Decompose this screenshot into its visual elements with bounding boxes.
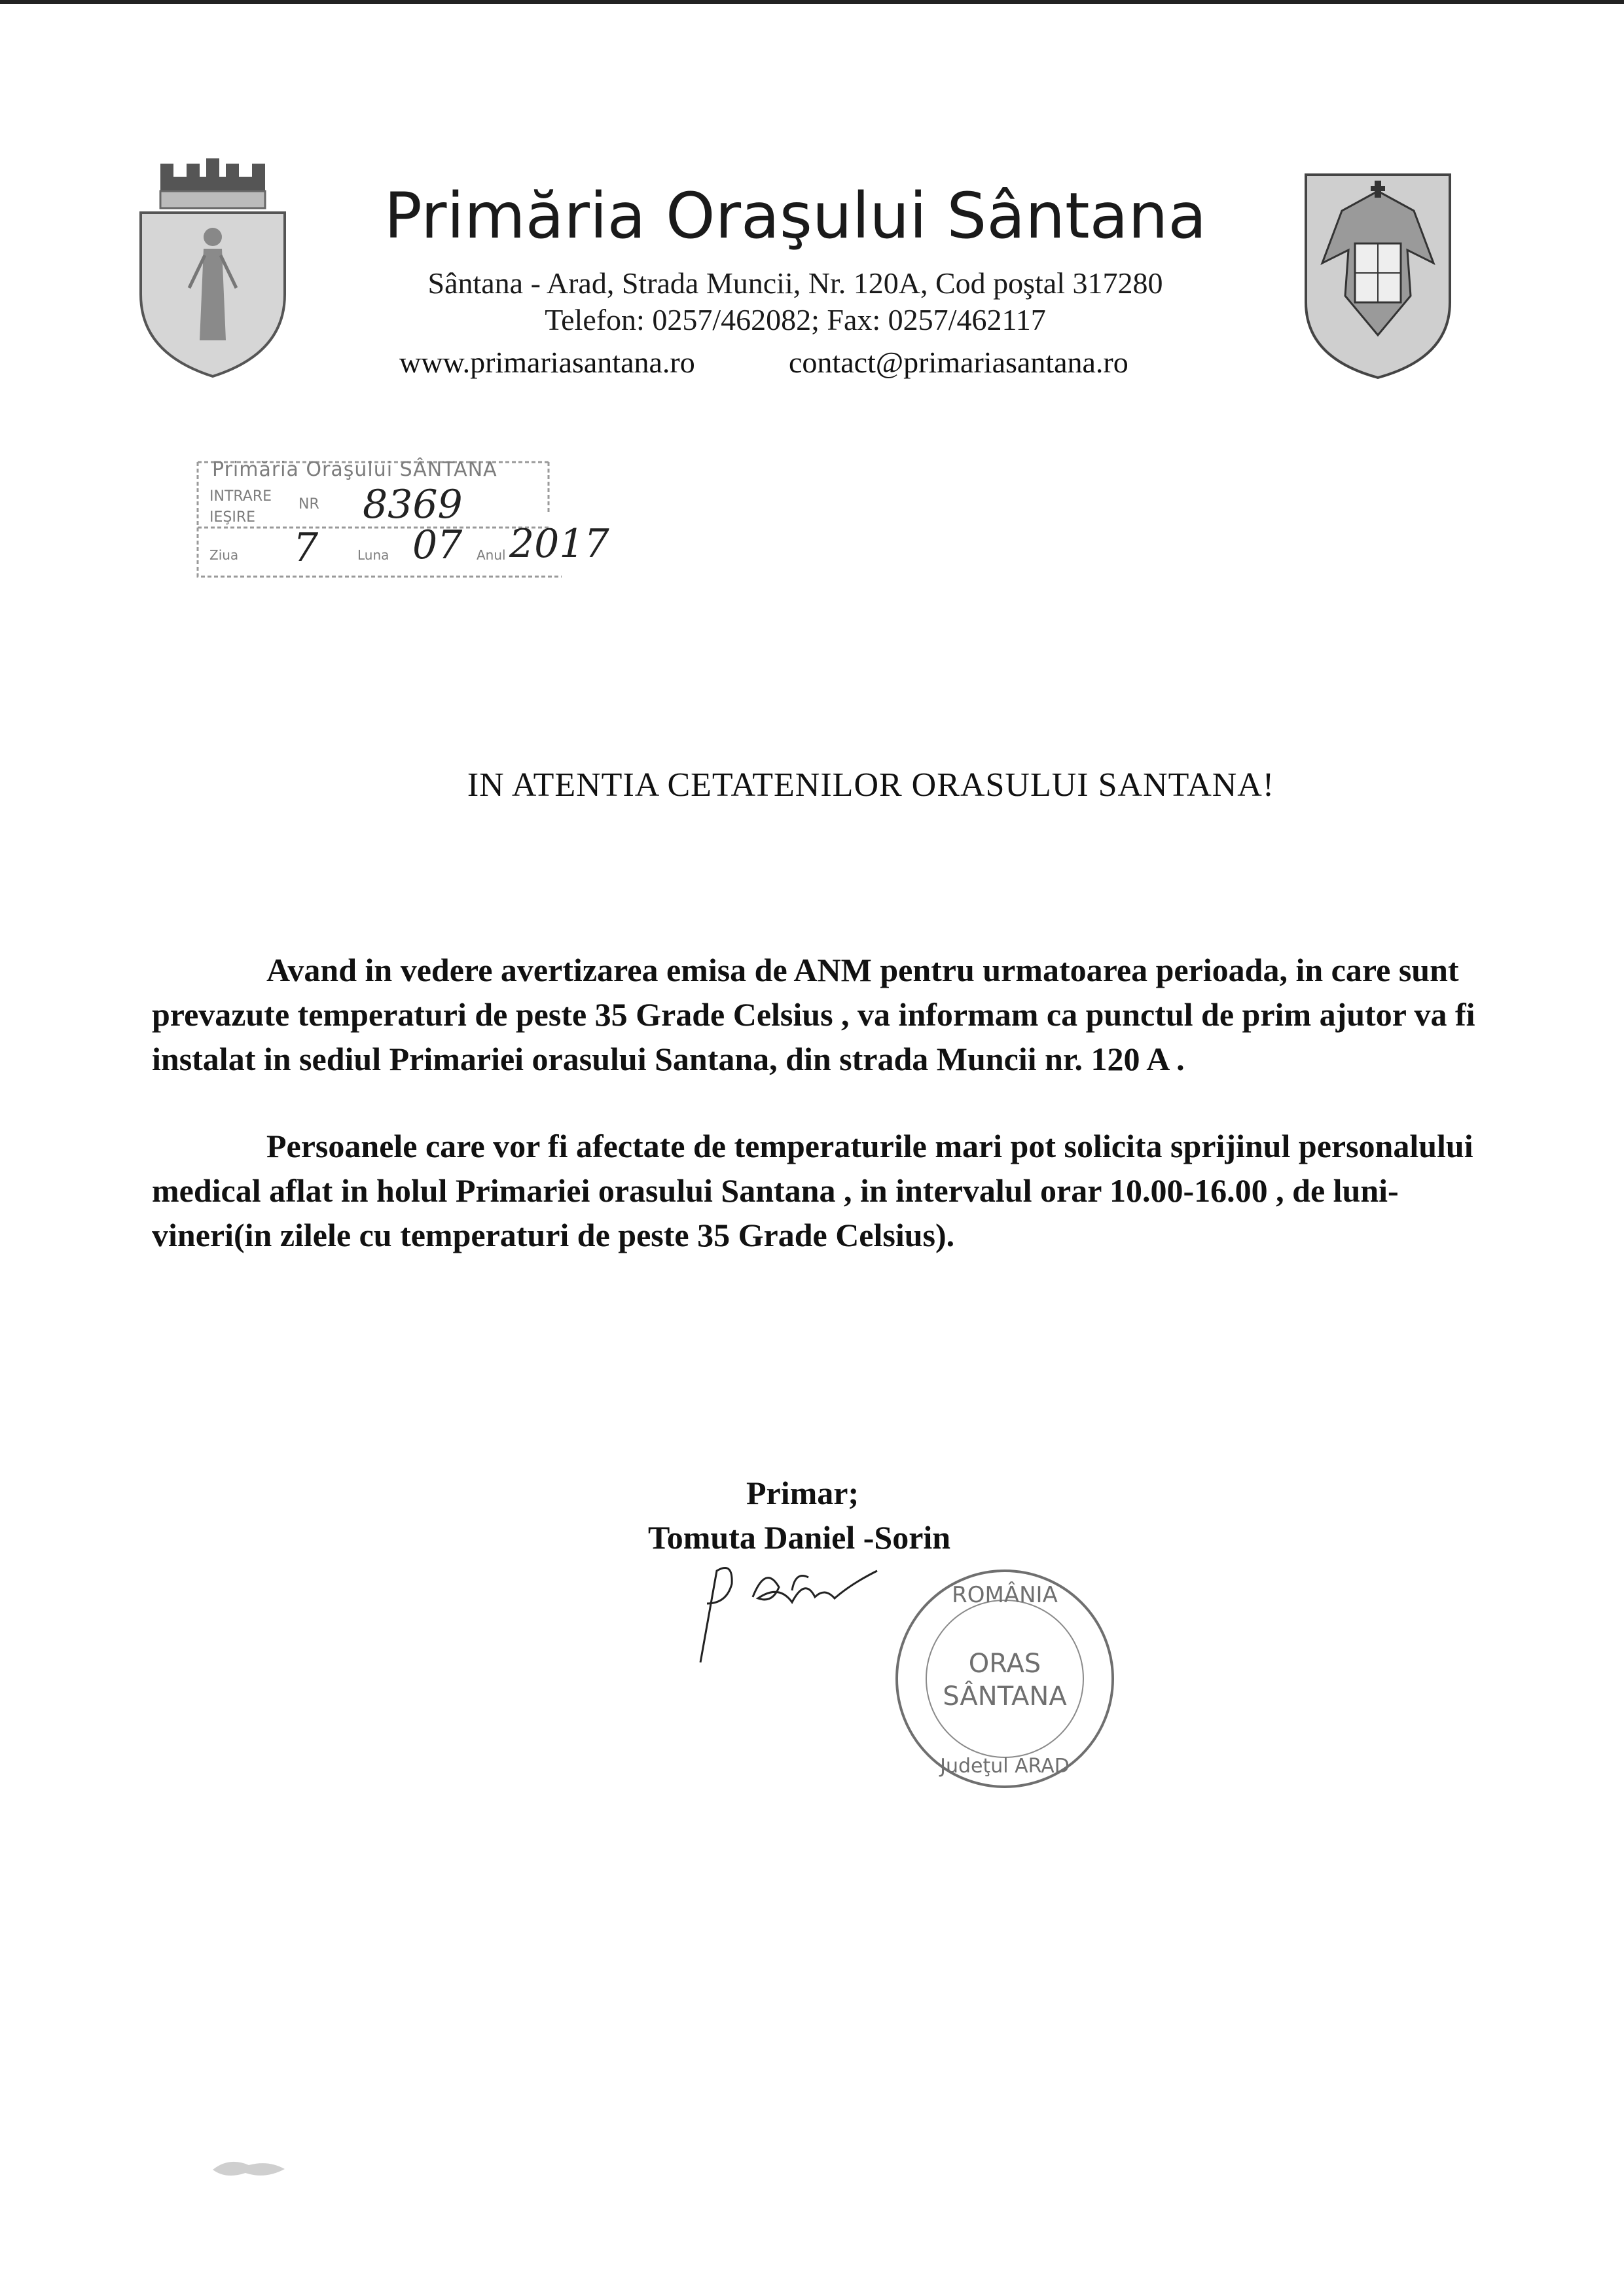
notice-heading-text: IN ATENTIA CETATENILOR ORASULUI SANTANA! xyxy=(467,766,1275,804)
seal-bottom-text: Judeţul ARAD xyxy=(940,1755,1070,1778)
postal-address: Sântana - Arad, Strada Muncii, Nr. 120A, Cod poştal 317280 xyxy=(427,266,1163,300)
institution-title: Primăria Oraşului Sântana xyxy=(384,179,1207,253)
registry-stamp xyxy=(195,449,627,586)
paragraph-1-text: Avand in vedere avertizarea emisa de ANM pentru urmatoarea perioada, in care sunt prevazute temperaturi de peste 35 Grade Celsius , va informam ca punctul de prim ajutor va fi instalat in sediul Primariei orasului Santana, din strada Muncii nr. 120 A . xyxy=(152,952,1475,1077)
registration-month: 07 xyxy=(412,522,463,568)
stamp-anul-label: Anul xyxy=(477,547,506,563)
notice-paragraph-2 xyxy=(152,1124,1507,1257)
email-link[interactable]: contact@primariasantana.ro xyxy=(789,346,1128,379)
signatory-role: Primar; xyxy=(746,1475,859,1511)
seal-line-1: ORAS xyxy=(968,1649,1041,1679)
stamp-luna-label: Luna xyxy=(357,547,389,563)
registration-year: 2017 xyxy=(509,521,609,567)
paragraph-2-text: Persoanele care vor fi afectate de temperaturile mari pot solicita sprijinul personalului medical aflat in holul Primariei orasului Santana , in intervalul orar 10.00-16.00 , de luni-vineri(in zilele cu temperaturi de peste 35 Grade Celsius). xyxy=(152,1128,1473,1253)
notice-heading xyxy=(0,766,1624,804)
stamp-nr-label: NR xyxy=(298,496,319,512)
handwritten-signature xyxy=(681,1558,890,1669)
stamp-iesire-label: IEŞIRE xyxy=(209,509,256,526)
registration-number: 8369 xyxy=(363,482,463,528)
scan-top-edge xyxy=(0,0,1624,4)
seal-top-text: ROMÂNIA xyxy=(952,1582,1058,1608)
stamp-intrare-label: INTRARE xyxy=(209,488,272,505)
stamp-ziua-label: Ziua xyxy=(209,547,239,563)
scan-smudge xyxy=(209,2153,288,2183)
seal-line-2: SÂNTANA xyxy=(943,1681,1067,1712)
notice-paragraph-1 xyxy=(152,948,1507,1081)
website-link[interactable]: www.primariasantana.ro xyxy=(399,346,695,379)
stamp-institution: Primăria Oraşului SÂNTANA xyxy=(212,458,497,481)
registration-day: 7 xyxy=(293,525,319,571)
romania-coat-of-arms-icon xyxy=(1303,171,1453,380)
official-seal-icon xyxy=(890,1564,1119,1793)
town-coat-of-arms-icon xyxy=(134,157,291,380)
phone-fax: Telefon: 0257/462082; Fax: 0257/462117 xyxy=(545,303,1046,336)
signatory-name: Tomuta Daniel -Sorin xyxy=(648,1519,951,1556)
